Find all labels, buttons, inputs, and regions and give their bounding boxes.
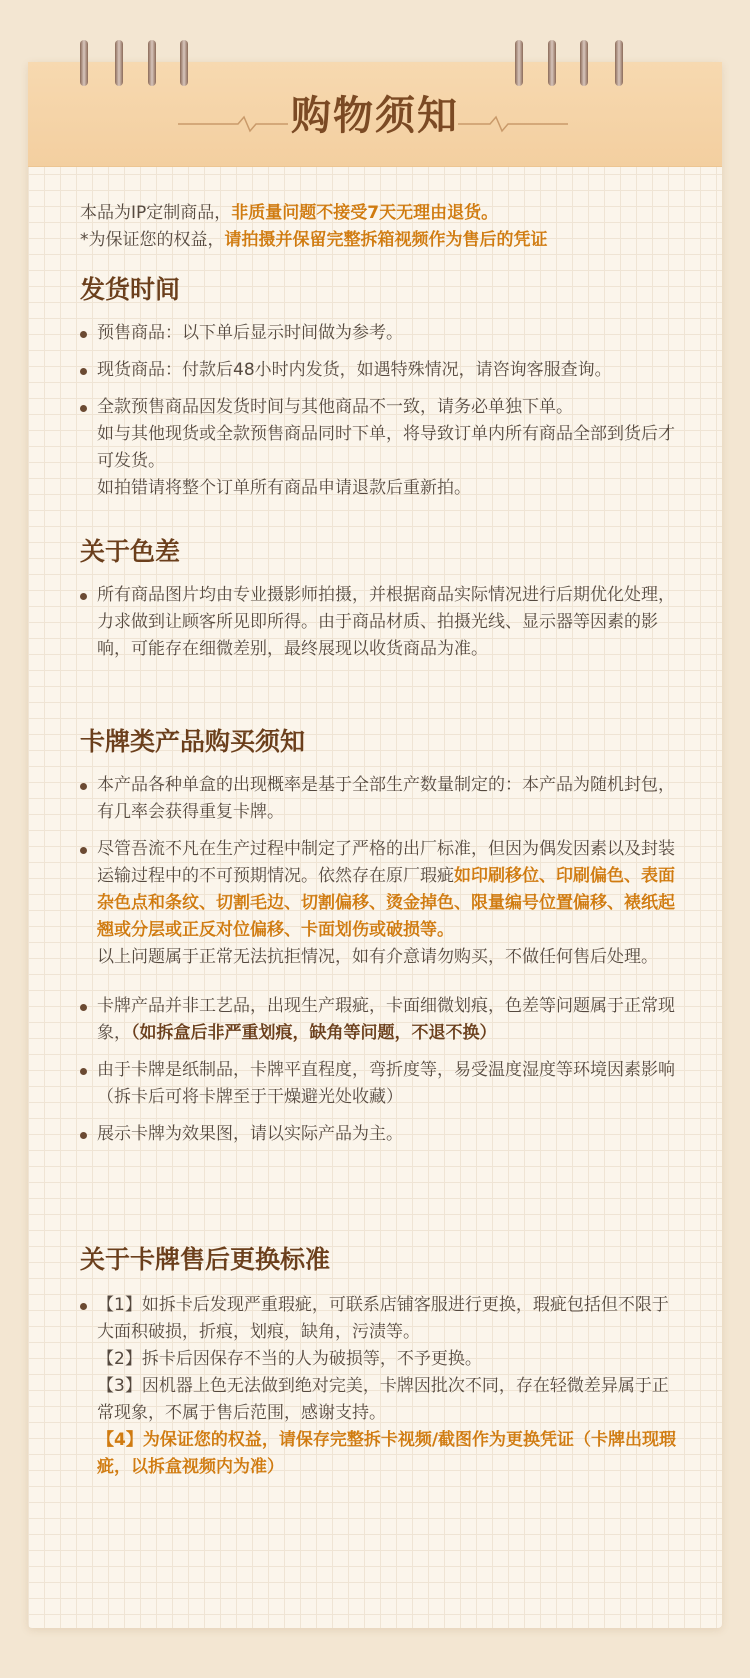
list-item-text: 如与其他现货或全款预售商品同时下单，将导致订单内所有商品全部到货后才可发货。 <box>97 424 675 471</box>
aftersale-list <box>80 1292 680 1491</box>
intro-highlight: 请拍摄并保留完整拆箱视频作为售后的凭证 <box>224 230 548 250</box>
list-item-text-plain: 卡牌产品并非工艺品，出现生产瑕疵，卡面细微划痕，色差等问题属于正常现象， <box>97 996 675 1043</box>
intro-highlight: 非质量问题不接受7天无理由退货。 <box>231 203 499 223</box>
list-item-text <box>97 993 680 1047</box>
binder-ring-icon <box>515 40 523 86</box>
list-item-text: 展示卡牌为效果图，请以实际产品为主。 <box>97 1124 403 1144</box>
intro-text: 本品为IP定制商品， <box>80 203 232 223</box>
list-item-text <box>97 836 680 944</box>
list-item-text-plain: 尽管吾流不凡在生产过程中制定了严格的出厂标准，但因为偶发因素以及封装运输过程中的不可预期情况。依然存在原厂瑕疵 <box>97 839 675 886</box>
bullet-icon <box>80 1132 87 1139</box>
list-item <box>80 993 680 1047</box>
bullet-icon <box>80 1068 87 1075</box>
list-item <box>80 320 680 347</box>
list-item <box>80 772 680 826</box>
list-item <box>80 1292 680 1481</box>
list-item-highlight: （如拆盒后非严重划痕，缺角等问题，不退不换） <box>131 1023 497 1043</box>
section-title-color: 关于色差 <box>80 537 181 566</box>
bullet-icon <box>80 593 87 600</box>
section-title-aftersale: 关于卡牌售后更换标准 <box>80 1245 331 1274</box>
cards-list <box>80 772 680 1158</box>
shipping-list <box>80 320 680 512</box>
binder-ring-icon <box>115 40 123 86</box>
intro-text: *为保证您的权益， <box>80 230 225 250</box>
list-item-text: 由于卡牌是纸制品，卡牌平直程度，弯折度等，易受温度湿度等环境因素影响（拆卡后可将卡牌至于干燥避光处收藏） <box>97 1060 675 1107</box>
list-item <box>80 1121 680 1148</box>
list-item-text: 预售商品：以下单后显示时间做为参考。 <box>97 323 403 343</box>
binder-ring-icon <box>615 40 623 86</box>
list-item-highlight: 如印刷移位、印刷偏色、表面杂色点和条纹、切割毛边、切割偏移、烫金掉色、限量编号位置偏移、裱纸起翘或分层或正反对位偏移、卡面划伤或破损等。 <box>97 866 675 940</box>
bullet-icon <box>80 1303 87 1310</box>
list-item-highlight: 【4】为保证您的权益，请保存完整拆卡视频/截图作为更换凭证（卡牌出现瑕疵，以拆盒视频内为准） <box>97 1430 677 1477</box>
list-item-text: 本产品各种单盒的出现概率是基于全部生产数量制定的：本产品为随机封包，有几率会获得重复卡牌。 <box>97 775 675 822</box>
binder-ring-icon <box>548 40 556 86</box>
bullet-icon <box>80 783 87 790</box>
list-item-text: 所有商品图片均由专业摄影师拍摄，并根据商品实际情况进行后期优化处理，力求做到让顾客所见即所得。由于商品材质、拍摄光线、显示器等因素的影响，可能存在细微差别，最终展现以收货商品为准。 <box>97 585 675 659</box>
list-item <box>80 582 680 663</box>
section-title-cards: 卡牌类产品购买须知 <box>80 727 306 756</box>
list-item-text: 全款预售商品因发货时间与其他商品不一致，请务必单独下单。 <box>97 397 573 417</box>
intro-line-2 <box>80 227 680 254</box>
binder-ring-icon <box>180 40 188 86</box>
list-item-text: 现货商品：付款后48小时内发货，如遇特殊情况，请咨询客服查询。 <box>97 360 612 380</box>
binder-ring-icon <box>80 40 88 86</box>
bullet-icon <box>80 368 87 375</box>
list-item <box>80 836 680 971</box>
bullet-icon <box>80 405 87 412</box>
bullet-icon <box>80 1004 87 1011</box>
page-title: 购物须知 <box>291 92 459 139</box>
list-item <box>80 394 680 502</box>
list-item <box>80 357 680 384</box>
list-item-text: 以上问题属于正常无法抗拒情况，如有介意请勿购买，不做任何售后处理。 <box>97 947 658 967</box>
list-item-text: 如拍错请将整个订单所有商品申请退款后重新拍。 <box>97 478 471 498</box>
bullet-icon <box>80 847 87 854</box>
list-item <box>80 1057 680 1111</box>
bullet-icon <box>80 331 87 338</box>
list-item-text: 【2】拆卡后因保存不当的人为破损等，不予更换。 <box>97 1349 482 1369</box>
color-list <box>80 582 680 673</box>
section-title-shipping: 发货时间 <box>80 275 181 304</box>
list-item-text: 【3】因机器上色无法做到绝对完美，卡牌因批次不同，存在轻微差异属于正常现象，不属于售后范围，感谢支持。 <box>97 1376 669 1423</box>
intro-block <box>80 200 680 254</box>
binder-ring-icon <box>148 40 156 86</box>
list-item-text: 【1】如拆卡后发现严重瑕疵，可联系店铺客服进行更换，瑕疵包括但不限于大面积破损，折痕，划痕，缺角，污渍等。 <box>97 1295 669 1342</box>
intro-line-1 <box>80 200 680 227</box>
binder-ring-icon <box>580 40 588 86</box>
